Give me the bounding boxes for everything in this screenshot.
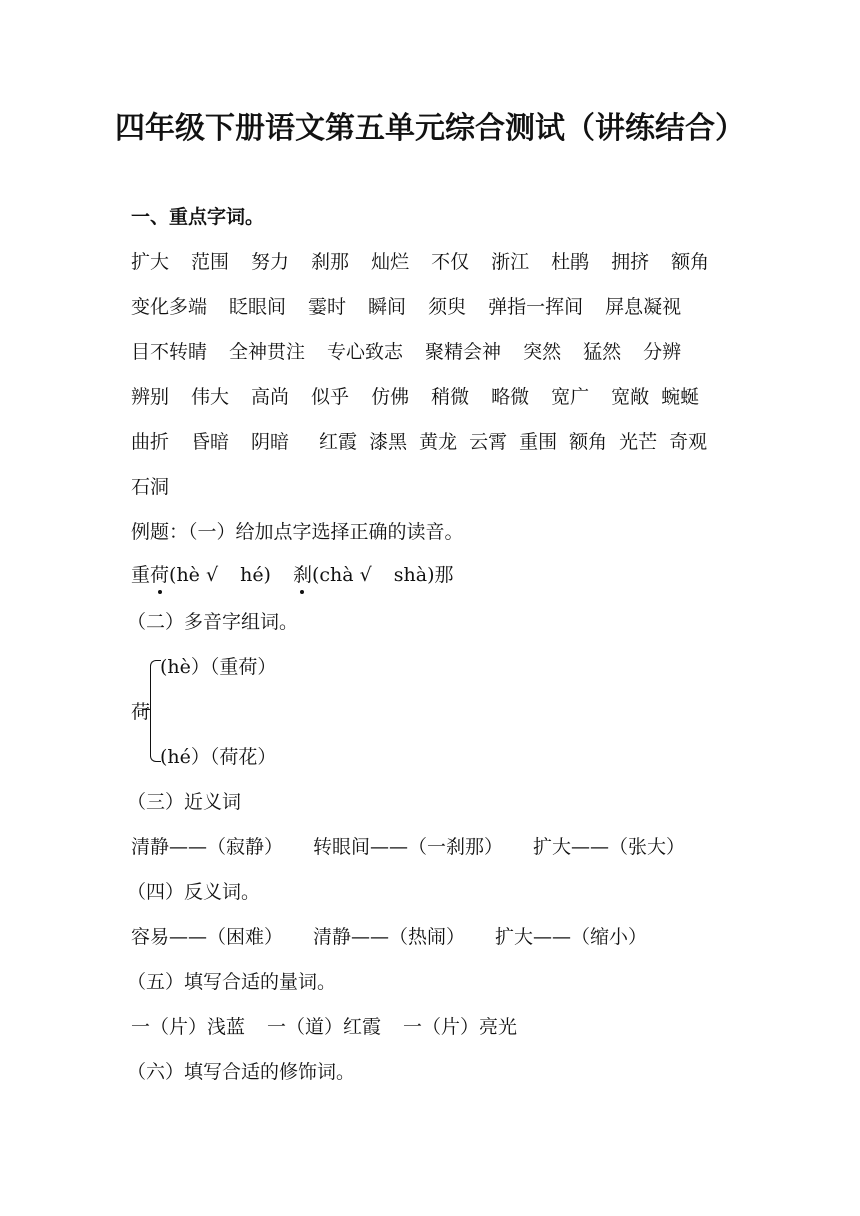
- word: 须臾: [428, 296, 467, 318]
- word: 灿烂: [371, 251, 410, 273]
- antonym-pair: 容易——（困难）: [131, 926, 284, 948]
- word: 宽敞: [611, 386, 650, 408]
- polyphone-reading-top: (hè）（重荷）: [160, 656, 277, 678]
- subsection-heading-modifiers: （六）填写合适的修饰词。: [127, 1061, 356, 1083]
- word-row-1: [131, 247, 709, 277]
- word-row-3: [131, 337, 681, 367]
- word: 似乎: [311, 386, 350, 408]
- word: 阴暗: [251, 431, 290, 453]
- word: 略微: [491, 386, 530, 408]
- word: 屏息凝视: [605, 296, 682, 318]
- word: 稍微: [431, 386, 470, 408]
- word: 聚精会神: [425, 341, 502, 363]
- word-row-5: [131, 427, 707, 457]
- word: 目不转睛: [131, 341, 208, 363]
- measure-word-pair: 一（片）亮光: [403, 1016, 518, 1038]
- word: 突然: [523, 341, 562, 363]
- word: 宽广: [551, 386, 590, 408]
- word: 范围: [191, 251, 230, 273]
- subsection-heading-polyphone: （二）多音字组词。: [127, 611, 299, 633]
- page-title: 四年级下册语文第五单元综合测试（讲练结合）: [115, 111, 745, 146]
- reading-option-correct: (hè √: [169, 564, 219, 586]
- word-row-4: [131, 382, 699, 412]
- word: 辨别: [131, 386, 170, 408]
- word: 眨眼间: [229, 296, 287, 318]
- word: 刹那: [311, 251, 350, 273]
- reading-option: shà): [393, 564, 435, 586]
- word: 昏暗: [191, 431, 230, 453]
- word: 仿佛: [371, 386, 410, 408]
- dotted-char: 刹: [293, 560, 312, 590]
- word: 瞬间: [368, 296, 407, 318]
- word: 霎时: [308, 296, 347, 318]
- word: 专心致志: [327, 341, 404, 363]
- subsection-heading-synonyms: （三）近义词: [127, 791, 242, 813]
- synonym-pair: 扩大——（张大）: [533, 836, 686, 858]
- antonym-row: [131, 922, 647, 952]
- word: 石洞: [131, 476, 170, 498]
- subsection-heading-measure-words: （五）填写合适的量词。: [127, 971, 337, 993]
- word: 变化多端: [131, 296, 208, 318]
- word: 曲折: [131, 431, 170, 453]
- word: 红霞: [319, 431, 358, 453]
- reading-option-correct: (chà √: [312, 564, 372, 586]
- word: 奇观: [669, 431, 708, 453]
- section-heading-key-words: 一、重点字词。: [131, 206, 265, 228]
- word: 拥挤: [611, 251, 650, 273]
- word: 浙江: [491, 251, 530, 273]
- subsection-heading-antonyms: （四）反义词。: [127, 881, 261, 903]
- word: 弹指一挥间: [488, 296, 584, 318]
- reading-option: hé): [240, 564, 271, 586]
- measure-word-pair: 一（道）红霞: [267, 1016, 382, 1038]
- word: 分辨: [643, 341, 682, 363]
- example-label: 例题：（一）给加点字选择正确的读音。: [131, 521, 464, 543]
- word: 不仅: [431, 251, 470, 273]
- word-suffix: 那: [434, 564, 454, 586]
- word-row-6: [131, 472, 169, 502]
- word: 猛然: [583, 341, 622, 363]
- word: 高尚: [251, 386, 290, 408]
- synonym-row: [131, 832, 685, 862]
- word: 漆黑: [369, 431, 408, 453]
- word: 扩大: [131, 251, 170, 273]
- word: 全神贯注: [229, 341, 306, 363]
- measure-word-pair: 一（片）浅蓝: [131, 1016, 246, 1038]
- word: 黄龙: [419, 431, 458, 453]
- antonym-pair: 清静——（热闹）: [313, 926, 466, 948]
- measure-word-row: [131, 1012, 517, 1042]
- pronunciation-question: [131, 560, 454, 590]
- word: 重围: [519, 431, 558, 453]
- word: 蜿蜒: [661, 386, 700, 408]
- word: 伟大: [191, 386, 230, 408]
- word: 额角: [671, 251, 710, 273]
- word: 云霄: [469, 431, 508, 453]
- synonym-pair: 转眼间——（一刹那）: [313, 836, 504, 858]
- word-prefix: 重: [131, 564, 151, 586]
- word: 杜鹃: [551, 251, 590, 273]
- polyphone-reading-bottom: (hé）（荷花）: [160, 746, 277, 768]
- synonym-pair: 清静——（寂静）: [131, 836, 284, 858]
- word: 努力: [251, 251, 290, 273]
- dotted-char: 荷: [150, 560, 169, 590]
- polyphone-char: 荷: [131, 701, 151, 723]
- word-row-2: [131, 292, 681, 322]
- antonym-pair: 扩大——（缩小）: [495, 926, 648, 948]
- word: 光芒: [619, 431, 658, 453]
- word: 额角: [569, 431, 608, 453]
